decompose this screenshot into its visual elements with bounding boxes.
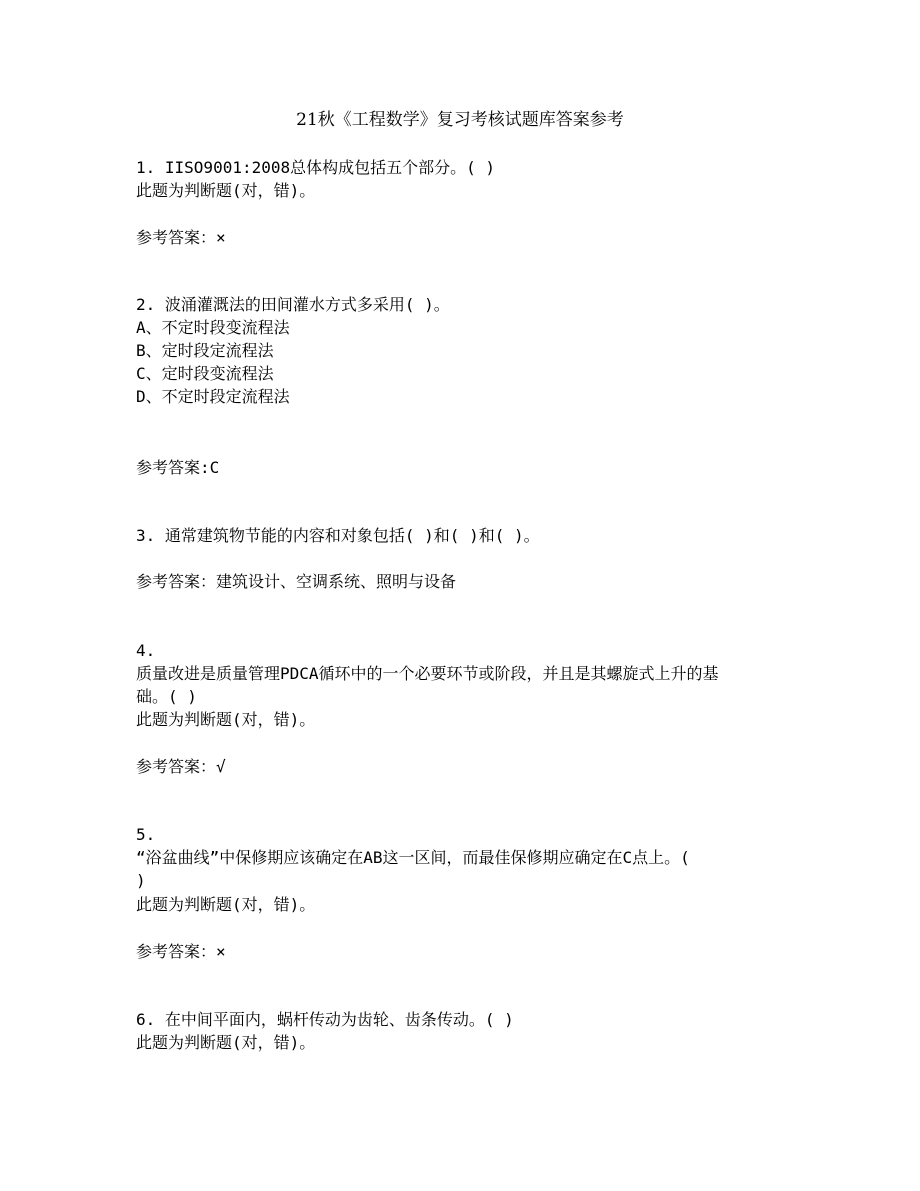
question-2-option-a: A、不定时段变流程法 xyxy=(136,318,290,337)
question-5-number: 5. xyxy=(136,825,156,844)
question-2-option-b: B、定时段定流程法 xyxy=(136,341,274,360)
question-3-answer: 参考答案：建筑设计、空调系统、照明与设备 xyxy=(136,572,457,591)
question-2-answer: 参考答案:C xyxy=(136,458,220,477)
question-5-text-line-1: “浴盆曲线”中保修期应该确定在AB这一区间，而最佳保修期应确定在C点上。( xyxy=(136,848,690,867)
question-5-type-hint: 此题为判断题(对，错)。 xyxy=(136,895,316,914)
question-4-number: 4. xyxy=(136,641,156,660)
question-6-text: 6. 在中间平面内，蜗杆传动为齿轮、齿条传动。( ) xyxy=(136,1010,514,1029)
question-2-option-d: D、不定时段定流程法 xyxy=(136,387,290,406)
question-4-text-line-2: 础。( ) xyxy=(136,687,197,706)
question-5-answer: 参考答案：× xyxy=(136,942,226,961)
question-4-answer: 参考答案：√ xyxy=(136,757,226,776)
question-4-text-line-1: 质量改进是质量管理PDCA循环中的一个必要环节或阶段，并且是其螺旋式上升的基 xyxy=(136,664,719,683)
question-1-text: 1. IISO9001:2008总体构成包括五个部分。( ) xyxy=(136,158,496,177)
question-1-answer: 参考答案：× xyxy=(136,228,226,247)
question-2-option-c: C、定时段变流程法 xyxy=(136,364,274,383)
question-5-text-line-2: ) xyxy=(136,871,146,890)
question-2-text: 2. 波涌灌溉法的田间灌水方式多采用( )。 xyxy=(136,295,450,314)
question-4-type-hint: 此题为判断题(对，错)。 xyxy=(136,710,316,729)
question-1-type-hint: 此题为判断题(对，错)。 xyxy=(136,181,316,200)
page-title: 21秋《工程数学》复习考核试题库答案参考 xyxy=(296,110,624,130)
question-3-text: 3. 通常建筑物节能的内容和对象包括( )和( )和( )。 xyxy=(136,526,540,545)
question-6-type-hint: 此题为判断题(对，错)。 xyxy=(136,1033,316,1052)
